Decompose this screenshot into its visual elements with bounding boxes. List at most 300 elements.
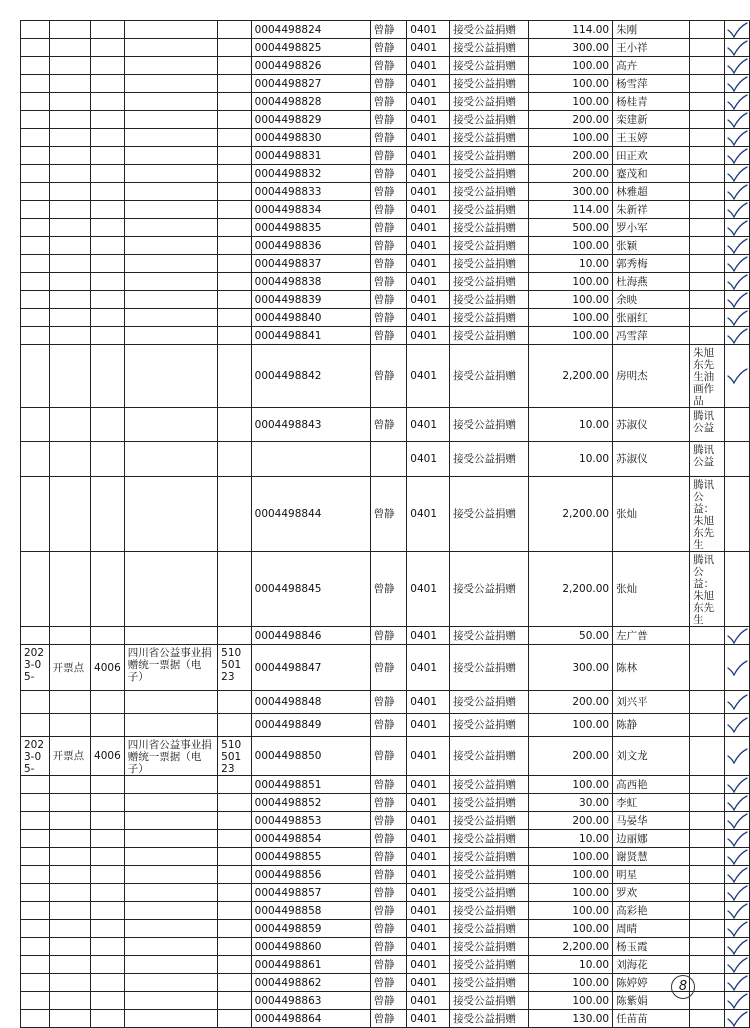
checkmark-icon	[725, 58, 749, 74]
date-cell	[21, 183, 50, 201]
remark-cell	[690, 147, 725, 165]
ticket-code-cell	[218, 255, 252, 273]
check-cell	[725, 627, 750, 645]
operator-cell: 曾静	[370, 974, 407, 992]
checkmark-icon	[725, 274, 749, 290]
site-cell	[49, 273, 90, 291]
payer-cell: 刘海花	[613, 956, 690, 974]
ticket-code-cell	[218, 273, 252, 291]
account-code-cell: 0401	[407, 442, 450, 477]
remark-cell	[690, 39, 725, 57]
item-cell: 接受公益捐赠	[450, 866, 529, 884]
payer-cell: 栾建新	[613, 111, 690, 129]
operator-cell: 曾静	[370, 408, 407, 442]
code-cell	[91, 129, 125, 147]
ticket-code-cell	[218, 93, 252, 111]
table-row	[21, 737, 750, 776]
ticket-type-cell	[124, 1010, 217, 1028]
remark-cell	[690, 884, 725, 902]
code-cell	[91, 219, 125, 237]
remark-cell	[690, 165, 725, 183]
table-row	[21, 866, 750, 884]
payer-cell: 房明杰	[613, 345, 690, 408]
ticket-type-cell	[124, 183, 217, 201]
date-cell	[21, 938, 50, 956]
date-cell	[21, 884, 50, 902]
item-cell: 接受公益捐赠	[450, 345, 529, 408]
ledger-table	[20, 20, 750, 1028]
ticket-number-cell: 0004498862	[251, 974, 370, 992]
account-code-cell: 0401	[407, 737, 450, 776]
code-cell	[91, 884, 125, 902]
account-code-cell: 0401	[407, 938, 450, 956]
amount-cell: 100.00	[528, 327, 612, 345]
code-cell	[91, 552, 125, 627]
date-cell: 2023-05-	[21, 645, 50, 691]
item-cell: 接受公益捐赠	[450, 812, 529, 830]
payer-cell: 朱新祥	[613, 201, 690, 219]
checkmark-icon	[725, 831, 749, 847]
code-cell	[91, 714, 125, 737]
check-cell	[725, 237, 750, 255]
payer-cell: 冯雪萍	[613, 327, 690, 345]
table-row	[21, 884, 750, 902]
ticket-number-cell: 0004498830	[251, 129, 370, 147]
ticket-code-cell: 51050123	[218, 737, 252, 776]
account-code-cell: 0401	[407, 902, 450, 920]
checkmark-icon	[725, 94, 749, 110]
table-row	[21, 237, 750, 255]
check-cell	[725, 255, 750, 273]
amount-cell: 50.00	[528, 627, 612, 645]
payer-cell: 高卉	[613, 57, 690, 75]
amount-cell: 300.00	[528, 39, 612, 57]
table-row	[21, 93, 750, 111]
date-cell	[21, 794, 50, 812]
table-row	[21, 691, 750, 714]
site-cell	[49, 147, 90, 165]
checkmark-icon	[725, 813, 749, 829]
ticket-number-cell: 0004498824	[251, 21, 370, 39]
date-cell	[21, 75, 50, 93]
ticket-number-cell: 0004498858	[251, 902, 370, 920]
date-cell	[21, 273, 50, 291]
check-cell	[725, 183, 750, 201]
checkmark-icon	[725, 310, 749, 326]
item-cell: 接受公益捐赠	[450, 442, 529, 477]
code-cell	[91, 691, 125, 714]
operator-cell: 曾静	[370, 39, 407, 57]
table-row	[21, 794, 750, 812]
ticket-code-cell	[218, 129, 252, 147]
account-code-cell: 0401	[407, 866, 450, 884]
remark-cell	[690, 1010, 725, 1028]
ticket-code-cell	[218, 902, 252, 920]
amount-cell: 200.00	[528, 812, 612, 830]
remark-cell	[690, 183, 725, 201]
ticket-type-cell	[124, 345, 217, 408]
checkmark-icon	[725, 628, 749, 644]
check-cell	[725, 39, 750, 57]
payer-cell: 李虹	[613, 794, 690, 812]
remark-cell	[690, 830, 725, 848]
item-cell: 接受公益捐赠	[450, 691, 529, 714]
date-cell	[21, 552, 50, 627]
code-cell	[91, 21, 125, 39]
item-cell: 接受公益捐赠	[450, 902, 529, 920]
checkmark-icon	[725, 975, 749, 991]
item-cell: 接受公益捐赠	[450, 992, 529, 1010]
ticket-number-cell: 0004498848	[251, 691, 370, 714]
payer-cell: 杨雪萍	[613, 75, 690, 93]
account-code-cell: 0401	[407, 552, 450, 627]
item-cell: 接受公益捐赠	[450, 255, 529, 273]
operator-cell: 曾静	[370, 830, 407, 848]
amount-cell: 500.00	[528, 219, 612, 237]
account-code-cell: 0401	[407, 408, 450, 442]
item-cell: 接受公益捐赠	[450, 552, 529, 627]
payer-cell: 蹇茂和	[613, 165, 690, 183]
code-cell	[91, 255, 125, 273]
ticket-code-cell	[218, 974, 252, 992]
payer-cell: 周晴	[613, 920, 690, 938]
amount-cell: 114.00	[528, 21, 612, 39]
site-cell	[49, 408, 90, 442]
site-cell	[49, 201, 90, 219]
amount-cell: 10.00	[528, 408, 612, 442]
ticket-type-cell	[124, 147, 217, 165]
account-code-cell: 0401	[407, 974, 450, 992]
ticket-type-cell	[124, 920, 217, 938]
date-cell	[21, 442, 50, 477]
check-cell	[725, 327, 750, 345]
checkmark-icon	[725, 130, 749, 146]
amount-cell: 10.00	[528, 442, 612, 477]
ticket-code-cell	[218, 183, 252, 201]
code-cell: 4006	[91, 737, 125, 776]
check-cell	[725, 21, 750, 39]
site-cell	[49, 992, 90, 1010]
account-code-cell: 0401	[407, 111, 450, 129]
ticket-number-cell: 0004498857	[251, 884, 370, 902]
account-code-cell: 0401	[407, 714, 450, 737]
ticket-type-cell	[124, 776, 217, 794]
operator-cell: 曾静	[370, 75, 407, 93]
payer-cell: 苏淑仪	[613, 442, 690, 477]
table-row	[21, 255, 750, 273]
remark-cell	[690, 291, 725, 309]
table-row	[21, 714, 750, 737]
account-code-cell: 0401	[407, 794, 450, 812]
remark-cell	[690, 992, 725, 1010]
payer-cell: 苏淑仪	[613, 408, 690, 442]
amount-cell: 100.00	[528, 974, 612, 992]
ticket-code-cell	[218, 776, 252, 794]
ticket-code-cell	[218, 848, 252, 866]
remark-cell	[690, 237, 725, 255]
checkmark-icon	[725, 40, 749, 56]
date-cell	[21, 812, 50, 830]
date-cell	[21, 848, 50, 866]
table-row	[21, 129, 750, 147]
remark-cell	[690, 111, 725, 129]
check-cell	[725, 477, 750, 552]
ticket-code-cell	[218, 237, 252, 255]
checkmark-icon	[725, 112, 749, 128]
code-cell	[91, 165, 125, 183]
ticket-number-cell: 0004498841	[251, 327, 370, 345]
remark-cell	[690, 93, 725, 111]
operator-cell: 曾静	[370, 552, 407, 627]
account-code-cell: 0401	[407, 1010, 450, 1028]
ticket-number-cell: 0004498853	[251, 812, 370, 830]
operator-cell: 曾静	[370, 794, 407, 812]
account-code-cell: 0401	[407, 183, 450, 201]
item-cell: 接受公益捐赠	[450, 273, 529, 291]
code-cell	[91, 794, 125, 812]
amount-cell: 100.00	[528, 57, 612, 75]
ticket-number-cell: 0004498832	[251, 165, 370, 183]
site-cell	[49, 866, 90, 884]
table-row	[21, 552, 750, 627]
check-cell	[725, 714, 750, 737]
code-cell	[91, 75, 125, 93]
operator-cell: 曾静	[370, 902, 407, 920]
check-cell	[725, 165, 750, 183]
amount-cell: 100.00	[528, 884, 612, 902]
site-cell	[49, 75, 90, 93]
ticket-code-cell	[218, 57, 252, 75]
check-cell	[725, 219, 750, 237]
code-cell	[91, 147, 125, 165]
ticket-code-cell	[218, 794, 252, 812]
date-cell	[21, 691, 50, 714]
ticket-code-cell	[218, 147, 252, 165]
account-code-cell: 0401	[407, 327, 450, 345]
check-cell	[725, 552, 750, 627]
item-cell: 接受公益捐赠	[450, 165, 529, 183]
operator-cell: 曾静	[370, 645, 407, 691]
payer-cell: 余映	[613, 291, 690, 309]
checkmark-icon	[725, 939, 749, 955]
checkmark-icon	[725, 220, 749, 236]
ticket-code-cell	[218, 75, 252, 93]
date-cell	[21, 830, 50, 848]
site-cell	[49, 552, 90, 627]
remark-cell	[690, 737, 725, 776]
operator-cell: 曾静	[370, 691, 407, 714]
ticket-code-cell	[218, 938, 252, 956]
checkmark-icon	[725, 368, 749, 384]
code-cell	[91, 273, 125, 291]
ticket-number-cell: 0004498855	[251, 848, 370, 866]
site-cell	[49, 902, 90, 920]
payer-cell: 陈静	[613, 714, 690, 737]
account-code-cell: 0401	[407, 345, 450, 408]
date-cell: 2023-05-	[21, 737, 50, 776]
account-code-cell: 0401	[407, 165, 450, 183]
amount-cell: 2,200.00	[528, 477, 612, 552]
item-cell: 接受公益捐赠	[450, 920, 529, 938]
ticket-number-cell: 0004498840	[251, 309, 370, 327]
payer-cell: 杜海燕	[613, 273, 690, 291]
table-row	[21, 147, 750, 165]
item-cell: 接受公益捐赠	[450, 645, 529, 691]
remark-cell	[690, 691, 725, 714]
code-cell	[91, 57, 125, 75]
ticket-number-cell: 0004498854	[251, 830, 370, 848]
table-row	[21, 442, 750, 477]
ticket-code-cell	[218, 291, 252, 309]
ticket-type-cell	[124, 830, 217, 848]
operator-cell: 曾静	[370, 147, 407, 165]
item-cell: 接受公益捐赠	[450, 201, 529, 219]
item-cell: 接受公益捐赠	[450, 147, 529, 165]
ticket-type-cell	[124, 201, 217, 219]
checkmark-icon	[725, 22, 749, 38]
table-row	[21, 39, 750, 57]
code-cell	[91, 776, 125, 794]
date-cell	[21, 327, 50, 345]
check-cell	[725, 1010, 750, 1028]
operator-cell: 曾静	[370, 992, 407, 1010]
operator-cell: 曾静	[370, 776, 407, 794]
checkmark-icon	[725, 903, 749, 919]
amount-cell: 10.00	[528, 830, 612, 848]
ticket-number-cell: 0004498828	[251, 93, 370, 111]
table-row	[21, 219, 750, 237]
check-cell	[725, 129, 750, 147]
ticket-code-cell	[218, 691, 252, 714]
payer-cell: 谢贤慧	[613, 848, 690, 866]
remark-cell	[690, 201, 725, 219]
item-cell: 接受公益捐赠	[450, 57, 529, 75]
table-row	[21, 273, 750, 291]
ticket-number-cell: 0004498844	[251, 477, 370, 552]
site-cell	[49, 21, 90, 39]
site-cell	[49, 938, 90, 956]
payer-cell: 陈紫娟	[613, 992, 690, 1010]
ticket-number-cell: 0004498842	[251, 345, 370, 408]
item-cell: 接受公益捐赠	[450, 830, 529, 848]
date-cell	[21, 111, 50, 129]
ticket-code-cell	[218, 327, 252, 345]
table-row	[21, 902, 750, 920]
table-row	[21, 645, 750, 691]
amount-cell: 130.00	[528, 1010, 612, 1028]
check-cell	[725, 884, 750, 902]
date-cell	[21, 627, 50, 645]
amount-cell: 100.00	[528, 776, 612, 794]
ticket-type-cell	[124, 327, 217, 345]
ticket-number-cell: 0004498829	[251, 111, 370, 129]
check-cell	[725, 776, 750, 794]
date-cell	[21, 39, 50, 57]
operator-cell: 曾静	[370, 327, 407, 345]
account-code-cell: 0401	[407, 291, 450, 309]
amount-cell: 10.00	[528, 956, 612, 974]
remark-cell: 朱旭东先生油画作品	[690, 345, 725, 408]
amount-cell: 300.00	[528, 645, 612, 691]
item-cell: 接受公益捐赠	[450, 237, 529, 255]
check-cell	[725, 812, 750, 830]
date-cell	[21, 974, 50, 992]
date-cell	[21, 714, 50, 737]
check-cell	[725, 309, 750, 327]
ticket-type-cell	[124, 219, 217, 237]
ticket-type-cell	[124, 866, 217, 884]
account-code-cell: 0401	[407, 956, 450, 974]
site-cell	[49, 920, 90, 938]
date-cell	[21, 477, 50, 552]
item-cell: 接受公益捐赠	[450, 974, 529, 992]
checkmark-icon	[725, 1011, 749, 1027]
ticket-number-cell: 0004498834	[251, 201, 370, 219]
checkmark-icon	[725, 694, 749, 710]
item-cell: 接受公益捐赠	[450, 75, 529, 93]
operator-cell: 曾静	[370, 345, 407, 408]
date-cell	[21, 866, 50, 884]
ticket-type-cell	[124, 21, 217, 39]
payer-cell: 张灿	[613, 477, 690, 552]
ticket-type-cell	[124, 691, 217, 714]
ticket-type-cell	[124, 291, 217, 309]
checkmark-icon	[725, 202, 749, 218]
ticket-code-cell	[218, 866, 252, 884]
account-code-cell: 0401	[407, 21, 450, 39]
ticket-code-cell	[218, 477, 252, 552]
item-cell: 接受公益捐赠	[450, 39, 529, 57]
check-cell	[725, 273, 750, 291]
remark-cell	[690, 812, 725, 830]
account-code-cell: 0401	[407, 848, 450, 866]
amount-cell: 100.00	[528, 920, 612, 938]
table-row	[21, 111, 750, 129]
operator-cell: 曾静	[370, 884, 407, 902]
ticket-number-cell: 0004498849	[251, 714, 370, 737]
remark-cell	[690, 920, 725, 938]
payer-cell: 罗欢	[613, 884, 690, 902]
amount-cell: 100.00	[528, 93, 612, 111]
check-cell	[725, 974, 750, 992]
checkmark-icon	[725, 660, 749, 676]
checkmark-icon	[725, 184, 749, 200]
amount-cell: 2,200.00	[528, 938, 612, 956]
checkmark-icon	[725, 993, 749, 1009]
ticket-number-cell: 0004498838	[251, 273, 370, 291]
date-cell	[21, 129, 50, 147]
ticket-number-cell: 0004498843	[251, 408, 370, 442]
date-cell	[21, 57, 50, 75]
ticket-type-cell	[124, 442, 217, 477]
check-cell	[725, 291, 750, 309]
account-code-cell: 0401	[407, 884, 450, 902]
site-cell	[49, 57, 90, 75]
account-code-cell: 0401	[407, 992, 450, 1010]
amount-cell: 200.00	[528, 737, 612, 776]
code-cell	[91, 291, 125, 309]
ticket-type-cell: 四川省公益事业捐赠统一票据（电子）	[124, 645, 217, 691]
ticket-type-cell	[124, 956, 217, 974]
site-cell	[49, 93, 90, 111]
check-cell	[725, 830, 750, 848]
check-cell	[725, 691, 750, 714]
checkmark-icon	[725, 76, 749, 92]
ticket-code-cell	[218, 442, 252, 477]
checkmark-icon	[725, 148, 749, 164]
date-cell	[21, 255, 50, 273]
ticket-type-cell	[124, 902, 217, 920]
